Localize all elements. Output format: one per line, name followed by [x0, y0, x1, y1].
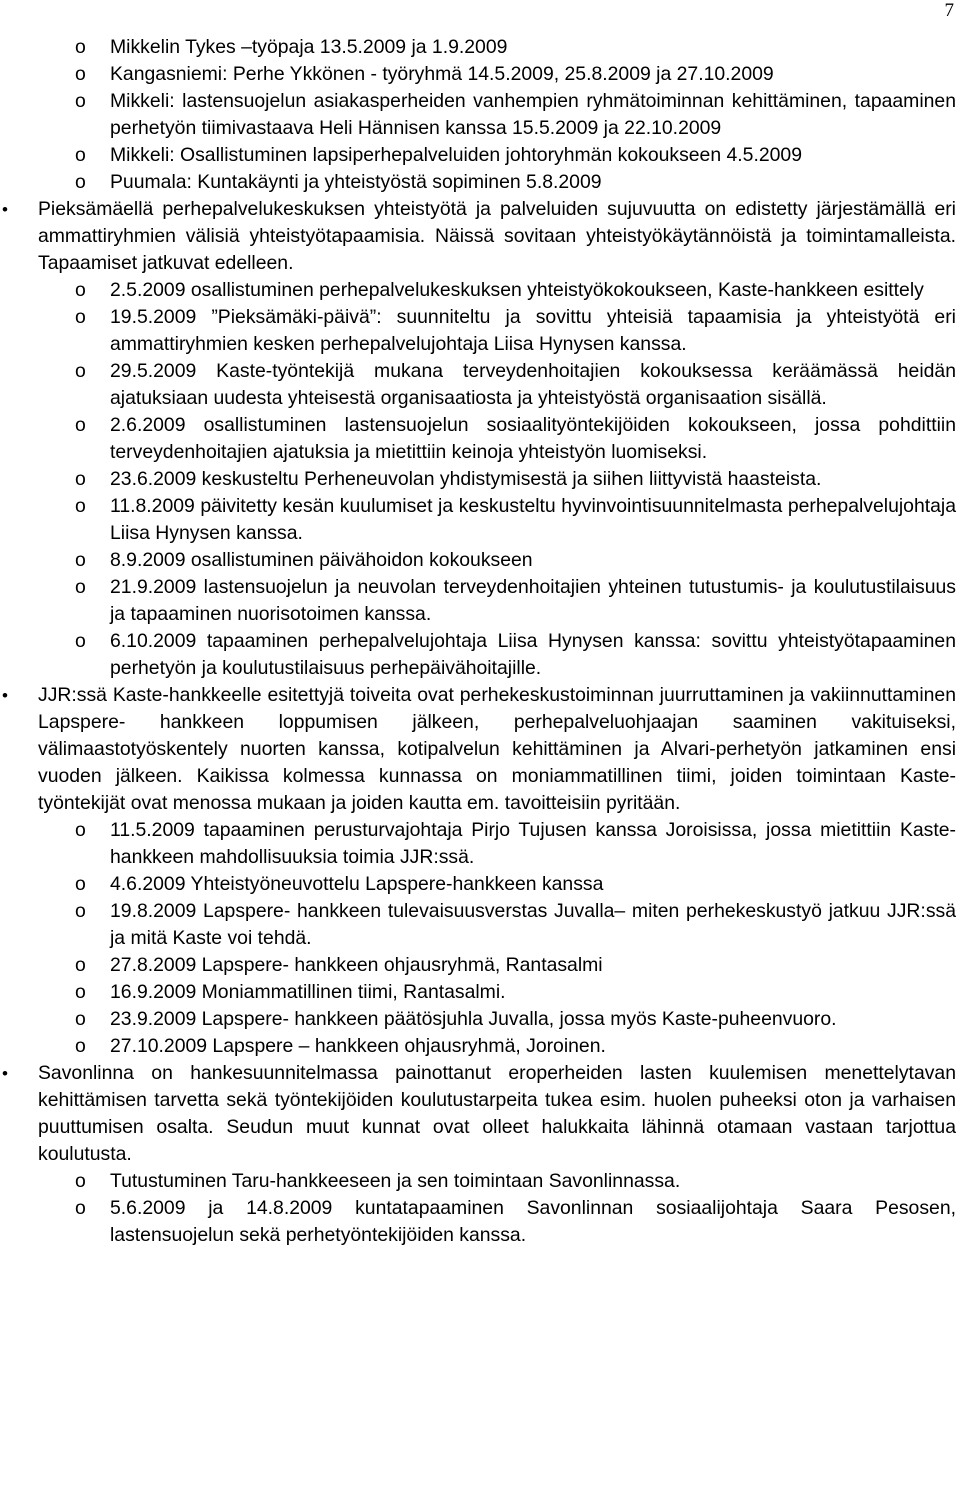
- list-item: [0, 277, 956, 304]
- list-item: [0, 142, 956, 169]
- list-item: [0, 412, 956, 466]
- paragraph-text: Savonlinna on hankesuunnitelmassa painottanut eroperheiden lasten kuulemisen menettelytavan kehittämisen tarvetta sekä työntekijöiden koulutustarpeita tukea esim. huolen puheeksi oton ja varhaisen puuttumisen osalta. Seudun muut kunnat ovat olleet halukkaita lähinnä otamaan vastaan tarjottua koulutusta.: [38, 1062, 956, 1165]
- list-marker: o: [75, 900, 86, 922]
- list-item: [0, 34, 956, 61]
- list-marker: o: [75, 630, 86, 652]
- list-item: [0, 574, 956, 628]
- bullet-paragraph: [0, 196, 956, 277]
- bullet-marker: •: [2, 200, 8, 219]
- list-item-text: 11.5.2009 tapaaminen perusturvajohtaja Pirjo Tujusen kanssa Joroisissa, jossa mietittiin Kaste-hankkeen mahdollisuuksia toimia JJR:ssä.: [110, 819, 956, 868]
- list-item: [0, 1006, 956, 1033]
- list-marker: o: [75, 495, 86, 517]
- list-item-text: 2.6.2009 osallistuminen lastensuojelun sosiaalityöntekijöiden kokoukseen, jossa pohdittiin terveydenhoitajien ajatuksia ja mietittiin keinoja yhteistyön luomiseksi.: [110, 414, 956, 463]
- list-item-text: 29.5.2009 Kaste-työntekijä mukana terveydenhoitajien kokouksessa keräämässä heidän ajatuksiaan uudesta yhteisestä organisaatiosta ja yhteistyöstä organisaation sisällä.: [110, 360, 956, 409]
- list-item: [0, 493, 956, 547]
- list-item-text: Mikkeli: Osallistuminen lapsiperhepalveluiden johtoryhmän kokoukseen 4.5.2009: [110, 144, 802, 166]
- list-item: [0, 466, 956, 493]
- section: [0, 1060, 956, 1249]
- bullet-marker: •: [2, 1064, 8, 1083]
- list-marker: o: [75, 954, 86, 976]
- list-item-text: 16.9.2009 Moniammatillinen tiimi, Rantasalmi.: [110, 981, 506, 1003]
- list-marker: o: [75, 873, 86, 895]
- list-item: [0, 628, 956, 682]
- list-item-text: 2.5.2009 osallistuminen perhepalvelukeskuksen yhteistyökokoukseen, Kaste-hankkeen esittely: [110, 279, 924, 301]
- list-marker: o: [75, 1170, 86, 1192]
- bullet-paragraph: [0, 682, 956, 817]
- list-marker: o: [75, 1197, 86, 1219]
- list-item-text: 6.10.2009 tapaaminen perhepalvelujohtaja Liisa Hynysen kanssa: sovittu yhteistyötapaaminen perhetyön ja koulutustilaisuus perhepäivähoitajille.: [110, 630, 956, 679]
- list-item: [0, 88, 956, 142]
- list-marker: o: [75, 63, 86, 85]
- list-item: [0, 817, 956, 871]
- section: [0, 682, 956, 1060]
- list-marker: o: [75, 576, 86, 598]
- list-item: [0, 979, 956, 1006]
- list-item-text: Kangasniemi: Perhe Ykkönen - työryhmä 14.5.2009, 25.8.2009 ja 27.10.2009: [110, 63, 774, 85]
- bullet-paragraph: [0, 1060, 956, 1168]
- section: [0, 196, 956, 682]
- list-item: [0, 1195, 956, 1249]
- list-item-text: 21.9.2009 lastensuojelun ja neuvolan terveydenhoitajien yhteinen tutustumis- ja koulutustilaisuus ja tapaaminen nuorisotoimen kanssa.: [110, 576, 956, 625]
- list-item: [0, 61, 956, 88]
- list-marker: o: [75, 306, 86, 328]
- list-item-text: 8.9.2009 osallistuminen päivähoidon kokoukseen: [110, 549, 533, 571]
- document-body: [0, 34, 956, 1249]
- list-item-text: Mikkelin Tykes –työpaja 13.5.2009 ja 1.9.2009: [110, 36, 508, 58]
- list-marker: o: [75, 360, 86, 382]
- list-item-text: 27.10.2009 Lapspere – hankkeen ohjausryhmä, Joroinen.: [110, 1035, 606, 1057]
- list-marker: o: [75, 279, 86, 301]
- list-item-text: Tutustuminen Taru-hankkeeseen ja sen toimintaan Savonlinnassa.: [110, 1170, 681, 1192]
- list-item-text: 4.6.2009 Yhteistyöneuvottelu Lapspere-hankkeen kanssa: [110, 873, 604, 895]
- list-item: [0, 169, 956, 196]
- list-marker: o: [75, 1035, 86, 1057]
- list-item: [0, 358, 956, 412]
- list-item-text: Mikkeli: lastensuojelun asiakasperheiden vanhempien ryhmätoiminnan kehittäminen, tapaaminen perhetyön tiimivastaava Heli Hännisen kanssa 15.5.2009 ja 22.10.2009: [110, 90, 956, 139]
- list-marker: o: [75, 90, 86, 112]
- list-item-text: 19.8.2009 Lapspere- hankkeen tulevaisuusverstas Juvalla– miten perhekeskustyö jatkuu JJR:ssä ja mitä Kaste voi tehdä.: [110, 900, 956, 949]
- list-marker: o: [75, 549, 86, 571]
- list-item: [0, 898, 956, 952]
- list-item-text: Puumala: Kuntakäynti ja yhteistyöstä sopiminen 5.8.2009: [110, 171, 602, 193]
- list-marker: o: [75, 819, 86, 841]
- list-item-text: 5.6.2009 ja 14.8.2009 kuntatapaaminen Savonlinnan sosiaalijohtaja Saara Pesosen, lastensuojelun sekä perhetyöntekijöiden kanssa.: [110, 1197, 956, 1246]
- list-item: [0, 952, 956, 979]
- list-item-text: 23.6.2009 keskusteltu Perheneuvolan yhdistymisestä ja siihen liittyvistä haasteista.: [110, 468, 822, 490]
- sections: [0, 196, 956, 1249]
- paragraph-text: Pieksämäellä perhepalvelukeskuksen yhteistyötä ja palveluiden sujuvuutta on edistetty järjestämällä eri ammattiryhmien välisiä yhteistyötapaamisia. Näissä sovitaan yhteistyökäytännöistä ja toimintamalleista. Tapaamiset jatkuvat edelleen.: [38, 198, 956, 274]
- list-item-text: 11.8.2009 päivitetty kesän kuulumiset ja keskusteltu hyvinvointisuunnitelmasta perhepalvelujohtaja Liisa Hynysen kanssa.: [110, 495, 956, 544]
- list-marker: o: [75, 144, 86, 166]
- list-item: [0, 1168, 956, 1195]
- list-marker: o: [75, 981, 86, 1003]
- list-item-text: 27.8.2009 Lapspere- hankkeen ohjausryhmä, Rantasalmi: [110, 954, 603, 976]
- bullet-marker: •: [2, 686, 8, 705]
- list-item: [0, 304, 956, 358]
- intro-list: [0, 34, 956, 196]
- page-number: 7: [944, 0, 954, 21]
- list-marker: o: [75, 414, 86, 436]
- list-item: [0, 871, 956, 898]
- list-marker: o: [75, 1008, 86, 1030]
- list-marker: o: [75, 468, 86, 490]
- list-item: [0, 547, 956, 574]
- list-item-text: 19.5.2009 ”Pieksämäki-päivä”: suunniteltu ja sovittu yhteisiä tapaamisia ja yhteistyötä eri ammattiryhmien kesken perhepalvelujohtaja Liisa Hynysen kanssa.: [110, 306, 956, 355]
- list-marker: o: [75, 171, 86, 193]
- paragraph-text: JJR:ssä Kaste-hankkeelle esitettyjä toiveita ovat perhekeskustoiminnan juurruttaminen ja vakiinnuttaminen Lapspere- hankkeen loppumisen jälkeen, perhepalveluohjaajan saaminen vakituiseksi, välimaastotyöskentely nuorten kanssa, kotipalvelun kehittäminen ja Alvari-perhetyön jatkaminen ensi vuoden jälkeen. Kaikissa kolmessa kunnassa on moniammatillinen tiimi, joiden toimintaan Kaste-työntekijät ovat menossa mukaan ja joiden kautta em. tavoitteisiin pyritään.: [38, 684, 956, 814]
- list-item-text: 23.9.2009 Lapspere- hankkeen päätösjuhla Juvalla, jossa myös Kaste-puheenvuoro.: [110, 1008, 837, 1030]
- list-item: [0, 1033, 956, 1060]
- list-marker: o: [75, 36, 86, 58]
